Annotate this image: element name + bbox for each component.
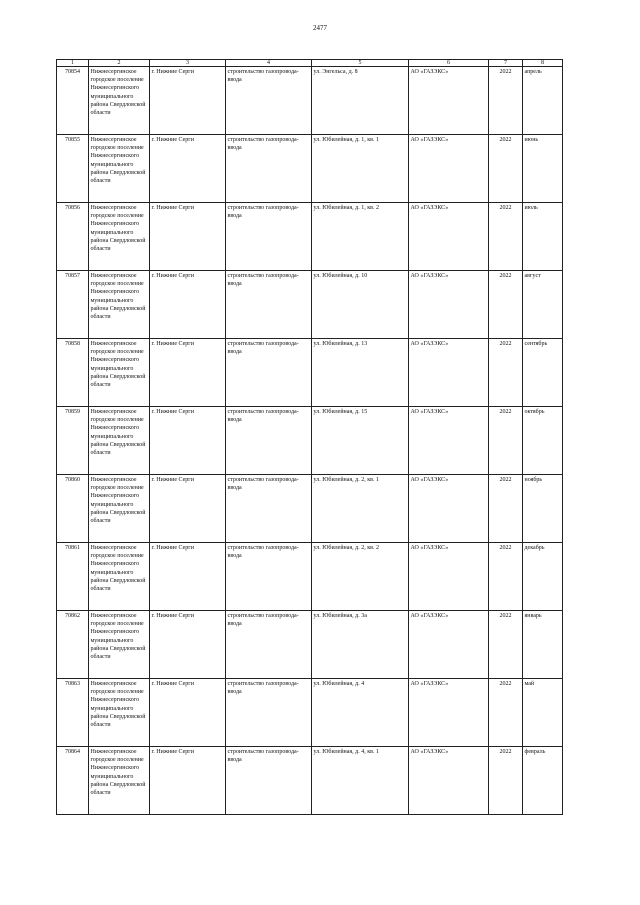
address-cell: ул. Юбилейная, д. 1, кв. 1 <box>312 135 409 203</box>
row-id: 70855 <box>57 135 89 203</box>
locality-cell: г. Нижние Серги <box>150 271 226 339</box>
contractor-cell: АО «ГАЗЭКС» <box>409 611 489 679</box>
locality-cell: г. Нижние Серги <box>150 407 226 475</box>
address-cell: ул. Юбилейная, д. 4, кв. 1 <box>312 747 409 815</box>
table-row <box>57 271 563 339</box>
municipality-cell: Нижнесергинское городское поселение Нижнесергинского муниципального района Свердловской области <box>89 67 150 135</box>
month-cell: декабрь <box>523 543 563 611</box>
column-number: 2 <box>89 60 150 67</box>
column-number: 7 <box>489 60 523 67</box>
column-number: 5 <box>312 60 409 67</box>
year-cell: 2022 <box>489 475 523 543</box>
work-type-cell: строительство газопровода-ввода <box>226 135 312 203</box>
contractor-cell: АО «ГАЗЭКС» <box>409 135 489 203</box>
year-cell: 2022 <box>489 67 523 135</box>
work-type-cell: строительство газопровода-ввода <box>226 339 312 407</box>
work-type-cell: строительство газопровода-ввода <box>226 67 312 135</box>
locality-cell: г. Нижние Серги <box>150 747 226 815</box>
locality-cell: г. Нижние Серги <box>150 475 226 543</box>
work-type-cell: строительство газопровода-ввода <box>226 543 312 611</box>
municipality-cell: Нижнесергинское городское поселение Нижнесергинского муниципального района Свердловской области <box>89 679 150 747</box>
work-type-cell: строительство газопровода-ввода <box>226 611 312 679</box>
row-id: 70863 <box>57 679 89 747</box>
contractor-cell: АО «ГАЗЭКС» <box>409 543 489 611</box>
municipality-cell: Нижнесергинское городское поселение Нижнесергинского муниципального района Свердловской области <box>89 543 150 611</box>
table-row <box>57 475 563 543</box>
year-cell: 2022 <box>489 611 523 679</box>
municipality-cell: Нижнесергинское городское поселение Нижнесергинского муниципального района Свердловской области <box>89 475 150 543</box>
municipality-cell: Нижнесергинское городское поселение Нижнесергинского муниципального района Свердловской области <box>89 271 150 339</box>
column-number-row <box>57 60 563 67</box>
municipality-cell: Нижнесергинское городское поселение Нижнесергинского муниципального района Свердловской области <box>89 135 150 203</box>
registry-body <box>57 67 563 815</box>
work-type-cell: строительство газопровода-ввода <box>226 475 312 543</box>
contractor-cell: АО «ГАЗЭКС» <box>409 271 489 339</box>
contractor-cell: АО «ГАЗЭКС» <box>409 407 489 475</box>
table-row <box>57 747 563 815</box>
table-row <box>57 135 563 203</box>
address-cell: ул. Юбилейная, д. 4 <box>312 679 409 747</box>
row-id: 70857 <box>57 271 89 339</box>
year-cell: 2022 <box>489 339 523 407</box>
month-cell: январь <box>523 611 563 679</box>
municipality-cell: Нижнесергинское городское поселение Нижнесергинского муниципального района Свердловской области <box>89 407 150 475</box>
registry-table <box>56 59 563 815</box>
month-cell: август <box>523 271 563 339</box>
table-row <box>57 407 563 475</box>
address-cell: ул. Юбилейная, д. 15 <box>312 407 409 475</box>
contractor-cell: АО «ГАЗЭКС» <box>409 339 489 407</box>
contractor-cell: АО «ГАЗЭКС» <box>409 747 489 815</box>
locality-cell: г. Нижние Серги <box>150 543 226 611</box>
row-id: 70864 <box>57 747 89 815</box>
municipality-cell: Нижнесергинское городское поселение Нижнесергинского муниципального района Свердловской области <box>89 611 150 679</box>
year-cell: 2022 <box>489 543 523 611</box>
work-type-cell: строительство газопровода-ввода <box>226 407 312 475</box>
contractor-cell: АО «ГАЗЭКС» <box>409 67 489 135</box>
column-number: 6 <box>409 60 489 67</box>
municipality-cell: Нижнесергинское городское поселение Нижнесергинского муниципального района Свердловской области <box>89 203 150 271</box>
address-cell: ул. Юбилейная, д. 3а <box>312 611 409 679</box>
month-cell: апрель <box>523 67 563 135</box>
row-id: 70856 <box>57 203 89 271</box>
month-cell: сентябрь <box>523 339 563 407</box>
column-number: 8 <box>523 60 563 67</box>
row-id: 70854 <box>57 67 89 135</box>
address-cell: ул. Энгельса, д. 8 <box>312 67 409 135</box>
row-id: 70858 <box>57 339 89 407</box>
locality-cell: г. Нижние Серги <box>150 611 226 679</box>
locality-cell: г. Нижние Серги <box>150 679 226 747</box>
month-cell: ноябрь <box>523 475 563 543</box>
year-cell: 2022 <box>489 679 523 747</box>
contractor-cell: АО «ГАЗЭКС» <box>409 203 489 271</box>
contractor-cell: АО «ГАЗЭКС» <box>409 679 489 747</box>
row-id: 70860 <box>57 475 89 543</box>
table-row <box>57 679 563 747</box>
month-cell: июнь <box>523 135 563 203</box>
address-cell: ул. Юбилейная, д. 1, кв. 2 <box>312 203 409 271</box>
work-type-cell: строительство газопровода-ввода <box>226 747 312 815</box>
locality-cell: г. Нижние Серги <box>150 135 226 203</box>
month-cell: май <box>523 679 563 747</box>
month-cell: октябрь <box>523 407 563 475</box>
page-number: 2477 <box>313 24 327 32</box>
month-cell: июль <box>523 203 563 271</box>
year-cell: 2022 <box>489 407 523 475</box>
table-row <box>57 611 563 679</box>
address-cell: ул. Юбилейная, д. 10 <box>312 271 409 339</box>
row-id: 70862 <box>57 611 89 679</box>
year-cell: 2022 <box>489 271 523 339</box>
table-row <box>57 67 563 135</box>
locality-cell: г. Нижние Серги <box>150 339 226 407</box>
column-number: 1 <box>57 60 89 67</box>
municipality-cell: Нижнесергинское городское поселение Нижнесергинского муниципального района Свердловской области <box>89 339 150 407</box>
table-row <box>57 543 563 611</box>
work-type-cell: строительство газопровода-ввода <box>226 679 312 747</box>
contractor-cell: АО «ГАЗЭКС» <box>409 475 489 543</box>
work-type-cell: строительство газопровода-ввода <box>226 271 312 339</box>
row-id: 70859 <box>57 407 89 475</box>
table-row <box>57 339 563 407</box>
column-number: 3 <box>150 60 226 67</box>
row-id: 70861 <box>57 543 89 611</box>
month-cell: февраль <box>523 747 563 815</box>
locality-cell: г. Нижние Серги <box>150 203 226 271</box>
year-cell: 2022 <box>489 203 523 271</box>
municipality-cell: Нижнесергинское городское поселение Нижнесергинского муниципального района Свердловской области <box>89 747 150 815</box>
year-cell: 2022 <box>489 135 523 203</box>
table-row <box>57 203 563 271</box>
year-cell: 2022 <box>489 747 523 815</box>
address-cell: ул. Юбилейная, д. 2, кв. 1 <box>312 475 409 543</box>
address-cell: ул. Юбилейная, д. 2, кв. 2 <box>312 543 409 611</box>
work-type-cell: строительство газопровода-ввода <box>226 203 312 271</box>
column-number: 4 <box>226 60 312 67</box>
address-cell: ул. Юбилейная, д. 13 <box>312 339 409 407</box>
locality-cell: г. Нижние Серги <box>150 67 226 135</box>
